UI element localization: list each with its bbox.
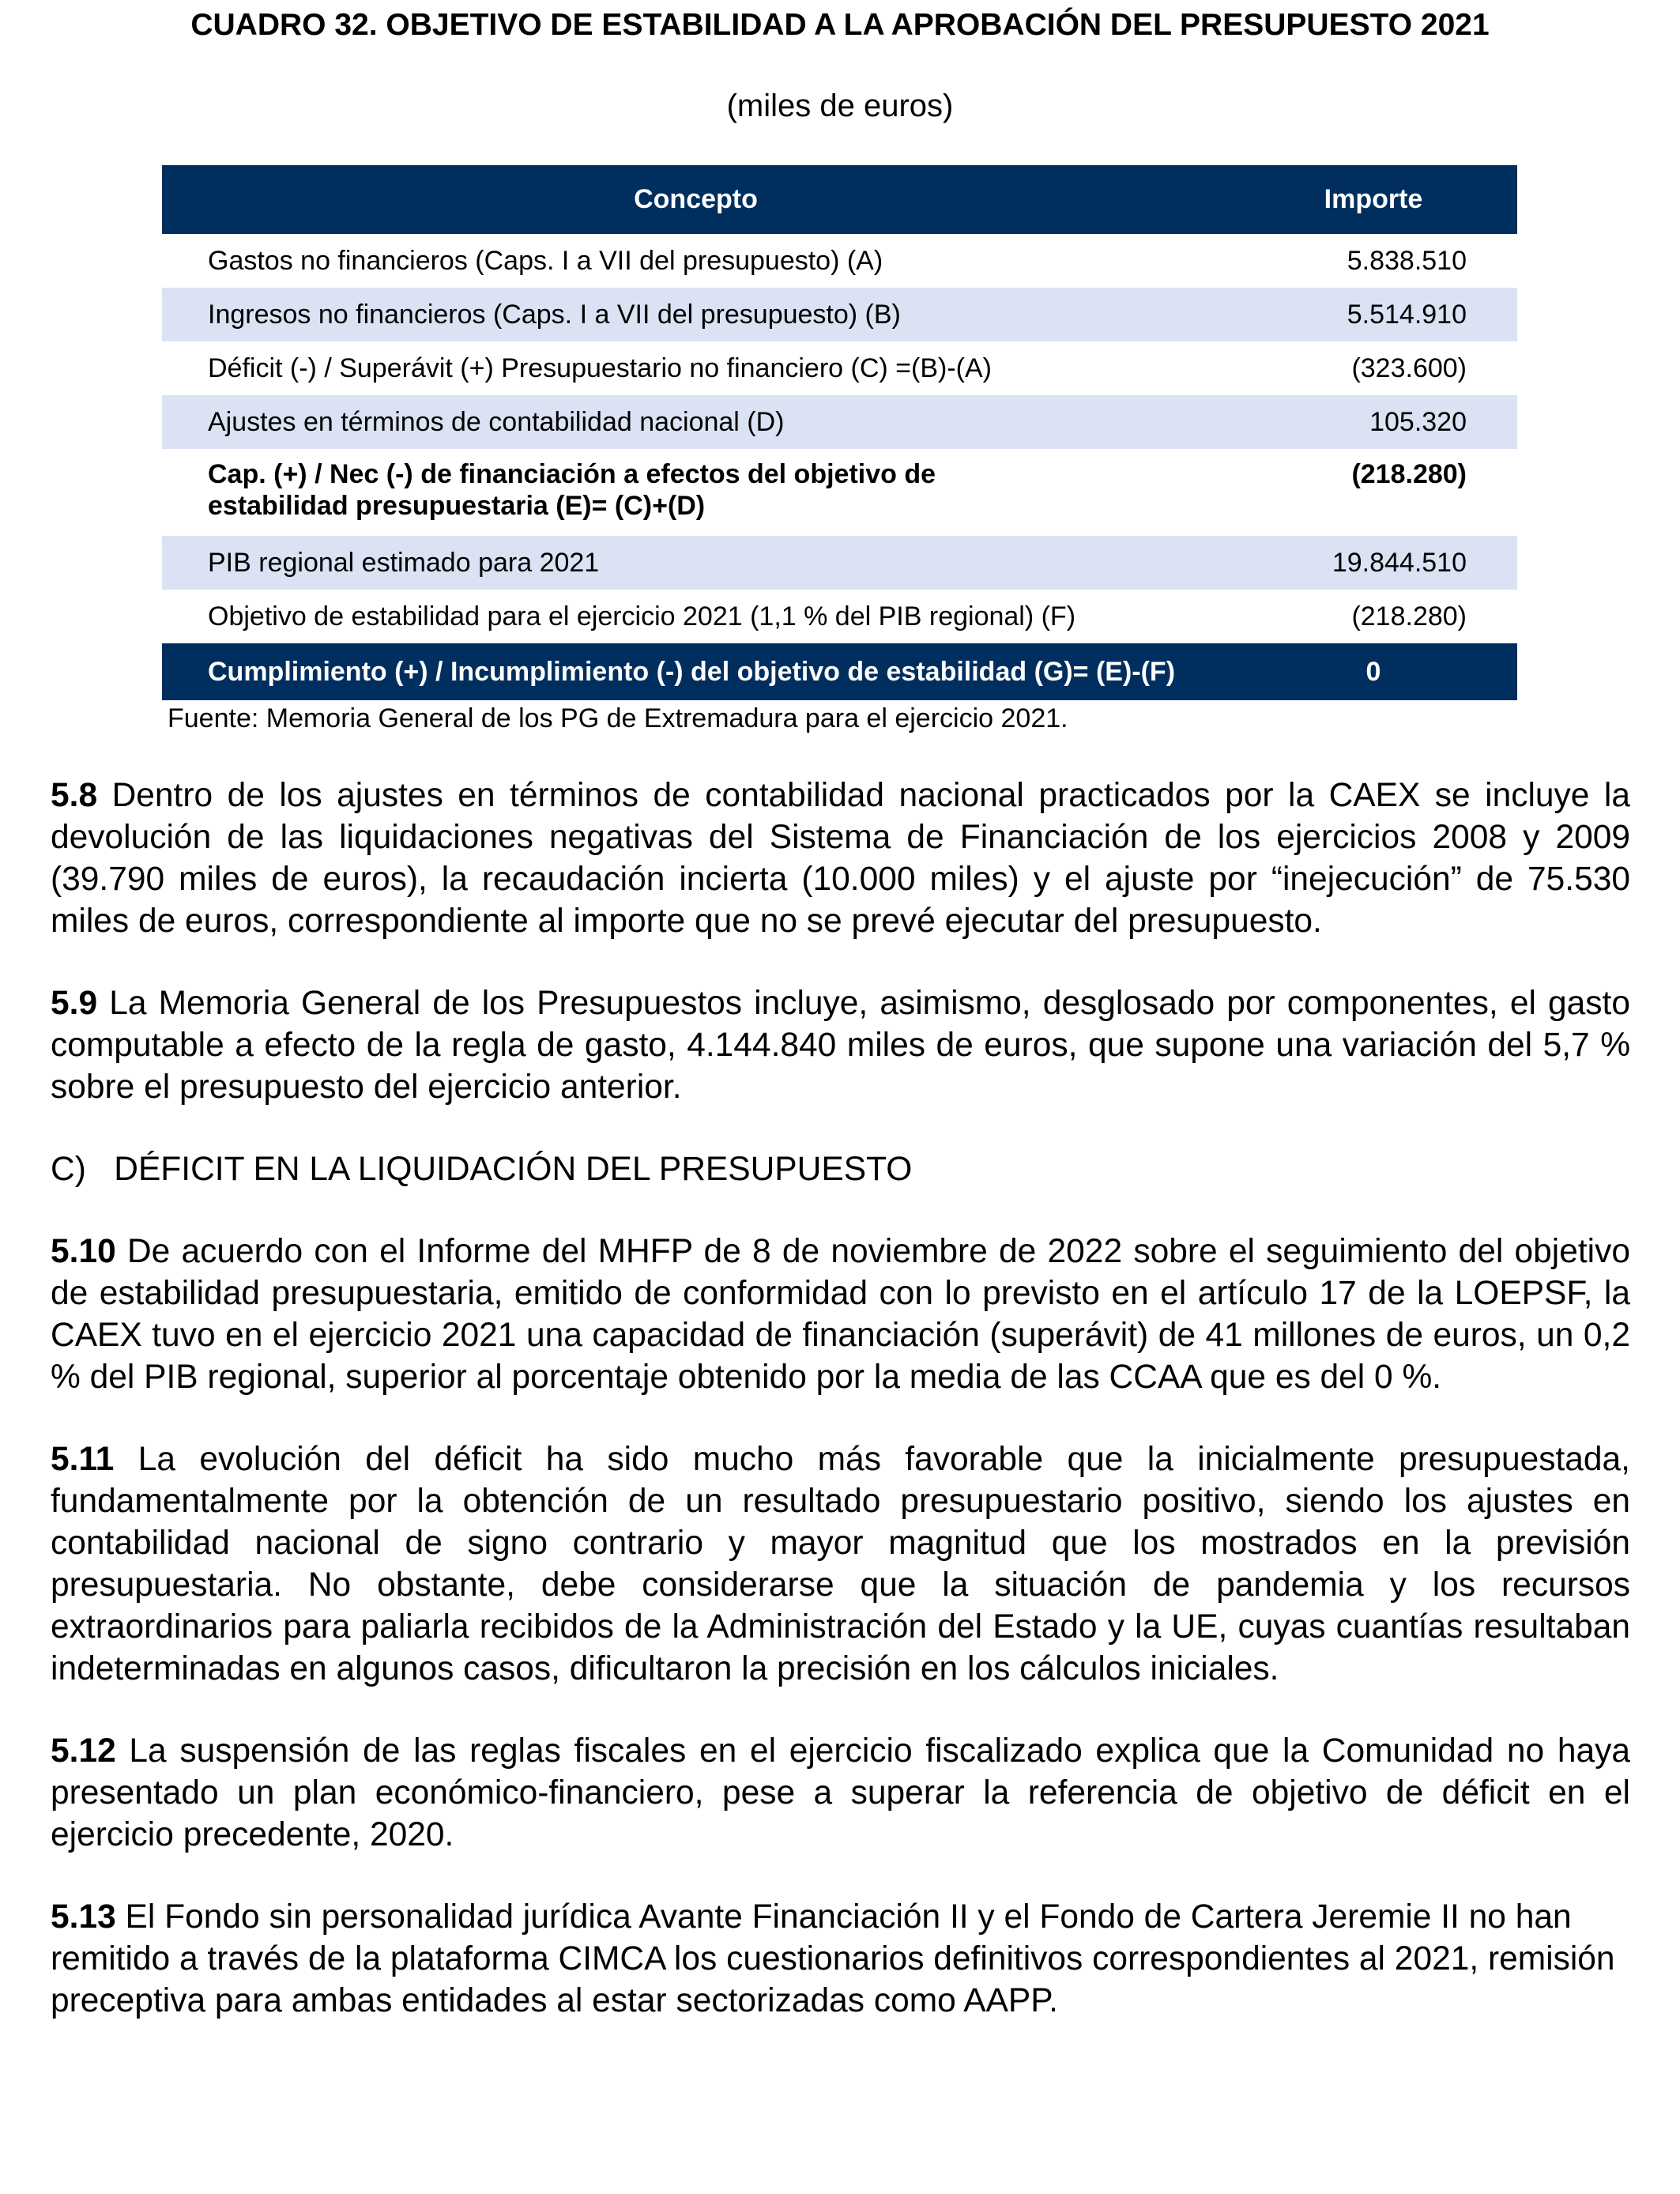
row-concept: PIB regional estimado para 2021	[162, 536, 1230, 590]
paragraph-number: 5.13	[51, 1898, 116, 1936]
paragraph-number: 5.9	[51, 985, 98, 1022]
table-source: Fuente: Memoria General de los PG de Extremadura para el ejercicio 2021.	[168, 703, 1068, 733]
row-concept: Ajustes en términos de contabilidad nacional (D)	[162, 395, 1230, 449]
table-row	[162, 536, 1517, 590]
table-title: CUADRO 32. OBJETIVO DE ESTABILIDAD A LA APROBACIÓN DEL PRESUPUESTO 2021	[190, 8, 1490, 42]
table-row	[162, 449, 1517, 536]
table-row	[162, 288, 1517, 341]
paragraph-text: De acuerdo con el Informe del MHFP de 8 de noviembre de 2022 sobre el seguimiento del objetivo de estabilidad presupuestaria, emitido de conformidad con lo previsto en el artículo 17 de la LOEPSF, la CAEX tuvo en el ejercicio 2021 una capacidad de financiación (superávit) de 41 millones de euros, un 0,2 % del PIB regional, superior al porcentaje obtenido por la media de las CCAA que es del 0 %.	[51, 1233, 1630, 1396]
row-concept: Gastos no financieros (Caps. I a VII del presupuesto) (A)	[208, 246, 883, 276]
header-importe: Importe	[1230, 165, 1517, 234]
table-subtitle: (miles de euros)	[726, 89, 954, 123]
row-concept: Cap. (+) / Nec (-) de financiación a efectos del objetivo de estabilidad presupuestaria (E)= (C)+(D)	[208, 459, 936, 521]
table-row	[162, 341, 1517, 395]
row-amount: (218.280)	[1351, 601, 1467, 631]
table-row	[162, 590, 1517, 643]
row-amount: (323.600)	[1351, 353, 1467, 383]
paragraph-text: La Memoria General de los Presupuestos incluye, asimismo, desglosado por componentes, el gasto computable a efecto de la regla de gasto, 4.144.840 miles de euros, que supone una variación del 5,7 % sobre el presupuesto del ejercicio anterior.	[51, 985, 1630, 1106]
header-concepto: Concepto	[162, 165, 1230, 234]
paragraph	[51, 1438, 1630, 1690]
paragraph	[51, 1730, 1630, 1856]
paragraph-text: La suspensión de las reglas fiscales en el ejercicio fiscalizado explica que la Comunidad no haya presentado un plan económico-financiero, pese a superar la referencia de objetivo de déficit en el ejercicio precedente, 2020.	[51, 1732, 1630, 1853]
paragraph	[51, 1896, 1630, 2022]
stability-table	[162, 165, 1517, 700]
paragraph-number: 5.10	[51, 1233, 116, 1270]
paragraph-text: La evolución del déficit ha sido mucho más favorable que la inicialmente presupuestada, fundamentalmente por la obtención de un resultado presupuestario positivo, siendo los ajustes en contabilidad nacional de signo contrario y mayor magnitud que los mostrados en la previsión presupuestaria. No obstante, debe considerarse que la situación de pandemia y los recursos extraordinarios para paliarla recibidos de la Administración del Estado y la UE, cuyas cuantías resultaban indeterminadas en algunos casos, dificultaron la precisión en los cálculos iniciales.	[51, 1441, 1630, 1687]
paragraph-number: 5.11	[51, 1441, 115, 1478]
row-amount: 0	[1230, 643, 1517, 700]
row-amount: (218.280)	[1351, 459, 1467, 489]
table-row	[162, 395, 1517, 449]
row-concept: Cumplimiento (+) / Incumplimiento (-) del objetivo de estabilidad (G)= (E)-(F)	[162, 643, 1230, 700]
table-header	[162, 165, 1517, 234]
row-amount: 5.514.910	[1230, 288, 1517, 341]
paragraph-text: Dentro de los ajustes en términos de contabilidad nacional practicados por la CAEX se incluye la devolución de las liquidaciones negativas del Sistema de Financiación de los ejercicios 2008 y 2009 (39.790 miles de euros), la recaudación incierta (10.000 miles) y el ajuste por “inejecución” de 75.530 miles de euros, correspondiente al importe que no se prevé ejecutar del presupuesto.	[51, 777, 1630, 940]
section-heading: C) DÉFICIT EN LA LIQUIDACIÓN DEL PRESUPUESTO	[51, 1151, 913, 1188]
paragraph-text: El Fondo sin personalidad jurídica Avante Financiación II y el Fondo de Cartera Jeremie II no han remitido a través de la plataforma CIMCA los cuestionarios definitivos correspondientes al 2021, remisión preceptiva para ambas entidades al estar sectorizadas como AAPP.	[51, 1898, 1615, 2019]
paragraph	[51, 1231, 1630, 1398]
row-concept: Ingresos no financieros (Caps. I a VII del presupuesto) (B)	[162, 288, 1230, 341]
row-amount: 105.320	[1230, 395, 1517, 449]
body-text	[51, 775, 1630, 2062]
table-total-row	[162, 643, 1517, 700]
row-concept: Déficit (-) / Superávit (+) Presupuestario no financiero (C) =(B)-(A)	[208, 353, 992, 383]
row-amount: 19.844.510	[1230, 536, 1517, 590]
paragraph-number: 5.8	[51, 777, 98, 814]
table-row	[162, 234, 1517, 288]
row-concept: Objetivo de estabilidad para el ejercicio 2021 (1,1 % del PIB regional) (F)	[208, 601, 1076, 631]
paragraph	[51, 982, 1630, 1108]
paragraph-number: 5.12	[51, 1732, 116, 1770]
paragraph	[51, 775, 1630, 942]
row-amount: 5.838.510	[1347, 246, 1467, 276]
